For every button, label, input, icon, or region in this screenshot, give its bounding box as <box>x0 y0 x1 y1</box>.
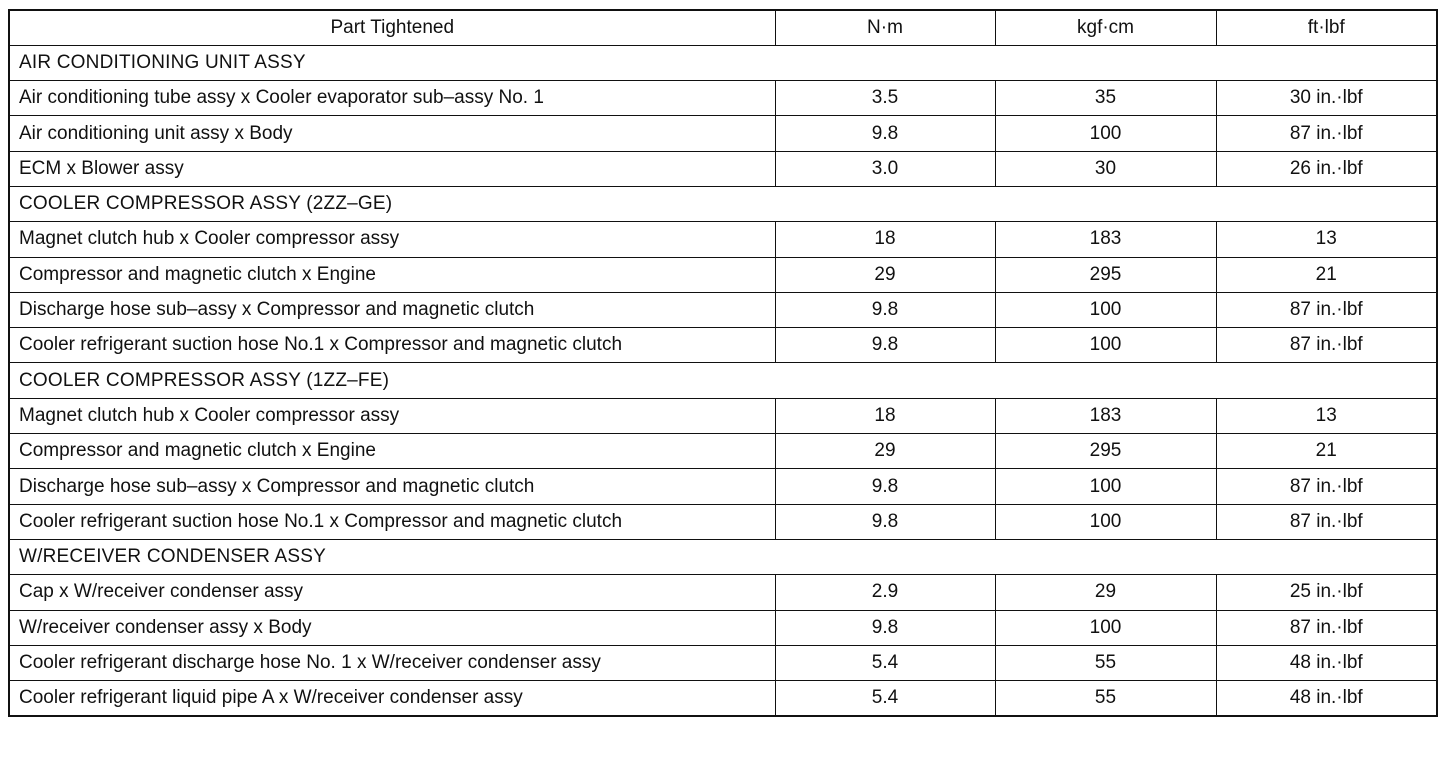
cell-part: Cooler refrigerant discharge hose No. 1 x W/receiver condenser assy <box>9 645 775 680</box>
cell-nm: 29 <box>775 434 995 469</box>
cell-part: Compressor and magnetic clutch x Engine <box>9 257 775 292</box>
cell-kgfcm: 100 <box>995 610 1216 645</box>
table-row <box>9 398 1437 433</box>
cell-kgfcm: 295 <box>995 434 1216 469</box>
header-ftlbf: ft·lbf <box>1216 10 1437 45</box>
section-row <box>9 539 1437 574</box>
section-title: COOLER COMPRESSOR ASSY (2ZZ–GE) <box>9 186 1437 221</box>
table-row <box>9 151 1437 186</box>
cell-nm: 9.8 <box>775 292 995 327</box>
table-body <box>9 45 1437 716</box>
cell-ftlbf: 87 in.·lbf <box>1216 469 1437 504</box>
section-title: AIR CONDITIONING UNIT ASSY <box>9 45 1437 80</box>
section-row <box>9 186 1437 221</box>
cell-kgfcm: 35 <box>995 81 1216 116</box>
table-row <box>9 504 1437 539</box>
table-row <box>9 292 1437 327</box>
header-kgfcm: kgf·cm <box>995 10 1216 45</box>
table-row <box>9 681 1437 716</box>
cell-kgfcm: 29 <box>995 575 1216 610</box>
cell-ftlbf: 30 in.·lbf <box>1216 81 1437 116</box>
cell-ftlbf: 21 <box>1216 257 1437 292</box>
section-row <box>9 45 1437 80</box>
cell-ftlbf: 87 in.·lbf <box>1216 116 1437 151</box>
cell-ftlbf: 87 in.·lbf <box>1216 328 1437 363</box>
table-header <box>9 10 1437 45</box>
table-row <box>9 469 1437 504</box>
section-title: W/RECEIVER CONDENSER ASSY <box>9 539 1437 574</box>
cell-nm: 5.4 <box>775 681 995 716</box>
cell-part: W/receiver condenser assy x Body <box>9 610 775 645</box>
cell-kgfcm: 30 <box>995 151 1216 186</box>
section-title: COOLER COMPRESSOR ASSY (1ZZ–FE) <box>9 363 1437 398</box>
table-row <box>9 116 1437 151</box>
cell-nm: 9.8 <box>775 610 995 645</box>
cell-part: ECM x Blower assy <box>9 151 775 186</box>
cell-kgfcm: 183 <box>995 222 1216 257</box>
cell-part: Cooler refrigerant liquid pipe A x W/receiver condenser assy <box>9 681 775 716</box>
cell-ftlbf: 13 <box>1216 222 1437 257</box>
cell-kgfcm: 55 <box>995 681 1216 716</box>
cell-kgfcm: 183 <box>995 398 1216 433</box>
table-row <box>9 328 1437 363</box>
cell-nm: 5.4 <box>775 645 995 680</box>
cell-part: Cooler refrigerant suction hose No.1 x Compressor and magnetic clutch <box>9 328 775 363</box>
cell-part: Compressor and magnetic clutch x Engine <box>9 434 775 469</box>
cell-part: Discharge hose sub–assy x Compressor and magnetic clutch <box>9 469 775 504</box>
cell-part: Cooler refrigerant suction hose No.1 x Compressor and magnetic clutch <box>9 504 775 539</box>
cell-part: Cap x W/receiver condenser assy <box>9 575 775 610</box>
cell-kgfcm: 295 <box>995 257 1216 292</box>
cell-kgfcm: 100 <box>995 469 1216 504</box>
cell-ftlbf: 48 in.·lbf <box>1216 645 1437 680</box>
table-row <box>9 575 1437 610</box>
table-row <box>9 645 1437 680</box>
table-row <box>9 81 1437 116</box>
header-part-tightened: Part Tightened <box>9 10 775 45</box>
cell-ftlbf: 13 <box>1216 398 1437 433</box>
cell-nm: 3.0 <box>775 151 995 186</box>
cell-ftlbf: 25 in.·lbf <box>1216 575 1437 610</box>
cell-nm: 3.5 <box>775 81 995 116</box>
cell-kgfcm: 55 <box>995 645 1216 680</box>
cell-nm: 29 <box>775 257 995 292</box>
cell-part: Air conditioning unit assy x Body <box>9 116 775 151</box>
cell-ftlbf: 21 <box>1216 434 1437 469</box>
table-row <box>9 610 1437 645</box>
table-row <box>9 222 1437 257</box>
table-row <box>9 434 1437 469</box>
cell-nm: 2.9 <box>775 575 995 610</box>
section-row <box>9 363 1437 398</box>
cell-nm: 9.8 <box>775 469 995 504</box>
header-nm: N·m <box>775 10 995 45</box>
cell-part: Air conditioning tube assy x Cooler evaporator sub–assy No. 1 <box>9 81 775 116</box>
cell-nm: 18 <box>775 222 995 257</box>
cell-nm: 9.8 <box>775 328 995 363</box>
cell-part: Magnet clutch hub x Cooler compressor assy <box>9 398 775 433</box>
cell-kgfcm: 100 <box>995 292 1216 327</box>
cell-ftlbf: 87 in.·lbf <box>1216 610 1437 645</box>
cell-part: Discharge hose sub–assy x Compressor and magnetic clutch <box>9 292 775 327</box>
cell-kgfcm: 100 <box>995 328 1216 363</box>
torque-spec-table <box>8 9 1438 717</box>
cell-ftlbf: 48 in.·lbf <box>1216 681 1437 716</box>
cell-part: Magnet clutch hub x Cooler compressor assy <box>9 222 775 257</box>
cell-ftlbf: 26 in.·lbf <box>1216 151 1437 186</box>
cell-ftlbf: 87 in.·lbf <box>1216 292 1437 327</box>
table-row <box>9 257 1437 292</box>
header-row <box>9 10 1437 45</box>
cell-kgfcm: 100 <box>995 116 1216 151</box>
cell-nm: 9.8 <box>775 116 995 151</box>
cell-kgfcm: 100 <box>995 504 1216 539</box>
cell-ftlbf: 87 in.·lbf <box>1216 504 1437 539</box>
cell-nm: 9.8 <box>775 504 995 539</box>
cell-nm: 18 <box>775 398 995 433</box>
